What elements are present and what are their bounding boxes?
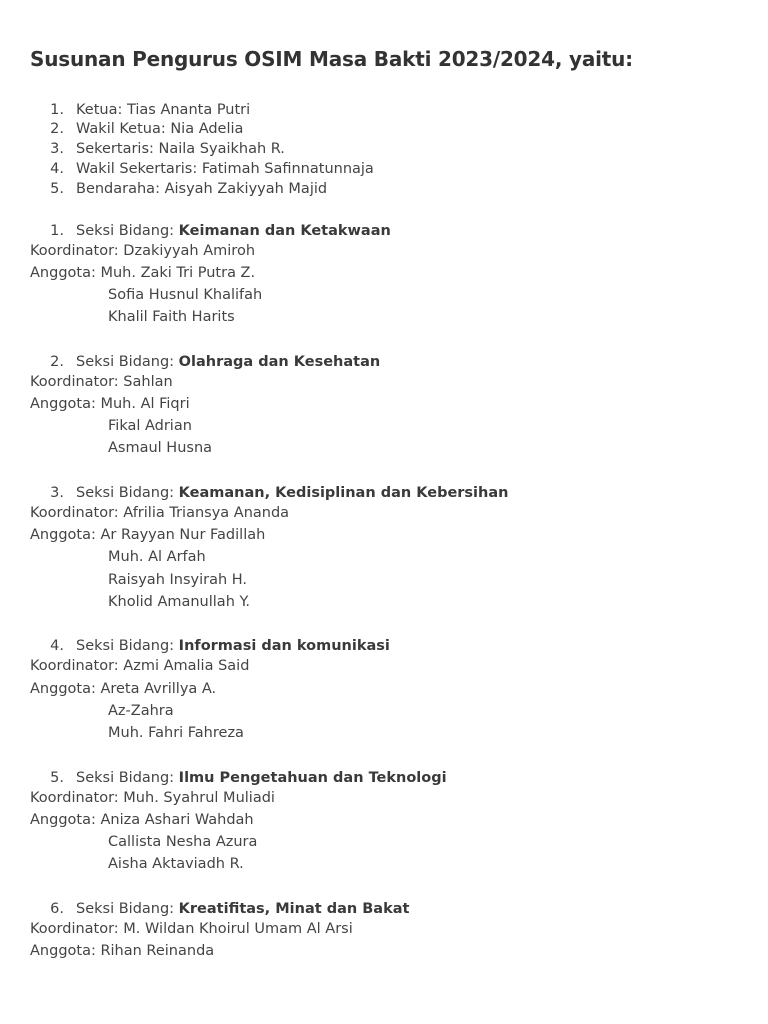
list-number: 2.	[50, 354, 64, 370]
section-prefix: Seksi Bidang:	[76, 638, 179, 654]
officer-text: Wakil Sekertaris: Fatimah Safinnatunnaja	[76, 161, 374, 177]
section-name: Informasi dan komunikasi	[178, 638, 390, 654]
list-number: 3.	[50, 485, 64, 501]
anggota-line: Anggota: Ar Rayyan Nur Fadillah	[30, 527, 266, 543]
section-prefix: Seksi Bidang:	[76, 485, 179, 501]
list-number: 1.	[50, 223, 64, 239]
anggota-member: Asmaul Husna	[108, 440, 213, 456]
anggota-line: Anggota: Rihan Reinanda	[30, 943, 215, 959]
anggota-member: Raisyah Insyirah H.	[108, 572, 248, 588]
koordinator-line: Koordinator: Sahlan	[30, 374, 173, 390]
officer-text: Ketua: Tias Ananta Putri	[76, 102, 251, 118]
officer-text: Wakil Ketua: Nia Adelia	[76, 121, 244, 137]
section-name: Kreatifitas, Minat dan Bakat	[178, 901, 410, 917]
koordinator-line: Koordinator: Dzakiyyah Amiroh	[30, 243, 256, 259]
list-number: 4.	[50, 161, 64, 177]
koordinator-line: Koordinator: Azmi Amalia Said	[30, 658, 250, 674]
section-name: Keimanan dan Ketakwaan	[178, 223, 391, 239]
list-number: 1.	[50, 102, 64, 118]
anggota-line: Anggota: Areta Avrillya A.	[30, 681, 217, 697]
koordinator-line: Koordinator: M. Wildan Khoirul Umam Al Arsi	[30, 921, 353, 937]
koordinator-line: Koordinator: Afrilia Triansya Ananda	[30, 505, 290, 521]
officer-text: Bendaraha: Aisyah Zakiyyah Majid	[76, 181, 328, 197]
anggota-line: Anggota: Muh. Al Fiqri	[30, 396, 190, 412]
section-name: Keamanan, Kedisiplinan dan Kebersihan	[178, 485, 509, 501]
list-number: 2.	[50, 121, 64, 137]
anggota-member: Kholid Amanullah Y.	[108, 594, 251, 610]
anggota-member: Fikal Adrian	[108, 418, 192, 434]
anggota-member: Muh. Fahri Fahreza	[108, 725, 244, 741]
anggota-member: Callista Nesha Azura	[108, 834, 258, 850]
anggota-member: Khalil Faith Harits	[108, 309, 235, 325]
anggota-member: Sofia Husnul Khalifah	[108, 287, 263, 303]
list-number: 5.	[50, 181, 64, 197]
list-number: 4.	[50, 638, 64, 654]
list-number: 5.	[50, 770, 64, 786]
section-name: Ilmu Pengetahuan dan Teknologi	[178, 770, 447, 786]
anggota-member: Aisha Aktaviadh R.	[108, 856, 244, 872]
koordinator-line: Koordinator: Muh. Syahrul Muliadi	[30, 790, 275, 806]
anggota-member: Az-Zahra	[108, 703, 174, 719]
page-title: Susunan Pengurus OSIM Masa Bakti 2023/2024, yaitu:	[30, 47, 633, 71]
anggota-line: Anggota: Aniza Ashari Wahdah	[30, 812, 254, 828]
list-number: 3.	[50, 141, 64, 157]
officer-text: Sekertaris: Naila Syaikhah R.	[76, 141, 285, 157]
section-prefix: Seksi Bidang:	[76, 770, 179, 786]
anggota-member: Muh. Al Arfah	[108, 549, 206, 565]
section-prefix: Seksi Bidang:	[76, 354, 179, 370]
section-prefix: Seksi Bidang:	[76, 901, 179, 917]
section-name: Olahraga dan Kesehatan	[178, 354, 381, 370]
list-number: 6.	[50, 901, 64, 917]
section-prefix: Seksi Bidang:	[76, 223, 179, 239]
anggota-line: Anggota: Muh. Zaki Tri Putra Z.	[30, 265, 256, 281]
